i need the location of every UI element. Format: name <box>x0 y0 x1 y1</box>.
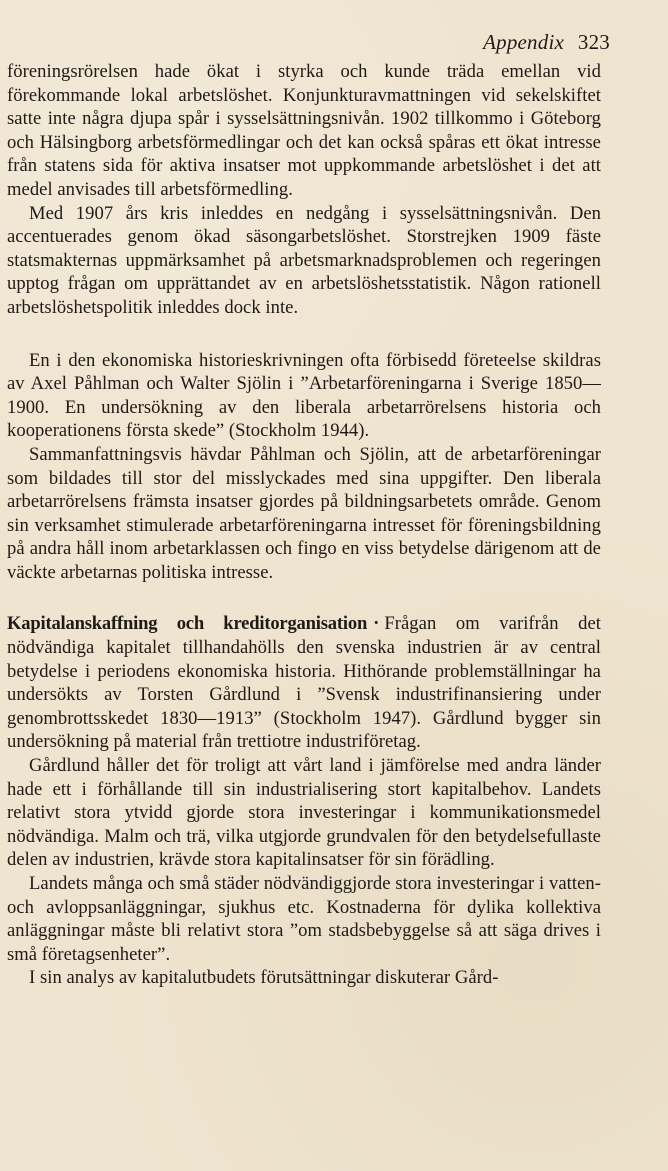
page-body <box>7 60 601 990</box>
paragraph-4: Sammanfattningsvis hävdar Påhlman och Sjölin, att de arbetarföreningar som bildades till stor del misslyckades med sina uppgifter. Den liberala arbetarrörelsens främsta insatser gjordes på bildningsarbetets område. Genom sin verksamhet stimulerade arbetarföreningarna intresset för föreningsbildning på andra håll inom arbetarklassen och fingo en viss betydelse därigenom att de väckte arbetarnas politiska intresse. <box>7 443 601 583</box>
page-header <box>0 24 668 54</box>
paragraph-1: föreningsrörelsen hade ökat i styrka och kunde träda emellan vid förekommande lokal arbetslöshet. Konjunkturavmattningen vid sekelskiftet satte inte några djupa spår i sysselsättningsnivån. 1902 tillkommo i Göteborg och Hälsingborg arbetsförmedlingar och det kan också spåras ett ökat intresse från statens sida för aktiva insatser mot uppkommande arbetslöshet i det att medel anvisades till arbetsförmedling. <box>7 61 601 200</box>
section-paragraph <box>7 612 601 754</box>
section-heading: Kapitalanskaffning och kreditorganisation <box>7 613 368 635</box>
section-bullet: · <box>373 613 380 635</box>
page-number: 323 <box>577 30 610 54</box>
section-paragraph-text: Frågan om varifrån det nödvändiga kapitalet tillhandahölls den svenska industrien är av central betydelse i periodens ekonomiska historia. Hithörande problemställningar ha undersökts av Torsten Gårdlund i ”Svensk industrifinansiering under genombrottsskedet 1830—1913” (Stockholm 1947). Gårdlund bygger sin undersökning på material från trettiotre industriföretag. <box>7 613 601 753</box>
running-head: Appendix <box>483 30 564 54</box>
paragraph-7: Landets många och små städer nödvändiggjorde stora investeringar i vatten- och avloppsanläggningar, sjukhus etc. Kostnaderna för dylika kollektiva anläggningar måste bli relativt stora ”om stadsbebyggelse så att säga drives i små företagsenheter”. <box>7 873 601 965</box>
paragraph-6: Gårdlund håller det för troligt att vårt land i jämförelse med andra länder hade ett i förhållande till sin industrialisering stort kapitalbehov. Landets relativt stora ytvidd gjorde stora investeringar i kommunikationsmedel nödvändiga. Malm och trä, vilka utgjorde grundvalen för den betydelsefullaste delen av industrien, krävde stora kapitalinsatser för sin förädling. <box>7 755 601 871</box>
paragraph-2: Med 1907 års kris inleddes en nedgång i sysselsättningsnivån. Den accentuerades genom ökad säsongarbetslöshet. Storstrejken 1909 fäste statsmakternas uppmärksamhet på arbetsmarknadsproblemen och regeringen upptog frågan om upprättandet av en arbetslöshetsstatistik. Någon rationell arbetslöshetspolitik inleddes dock inte. <box>7 202 601 318</box>
paragraph-3: En i den ekonomiska historieskrivningen ofta förbisedd företeelse skildras av Axel Påhlman och Walter Sjölin i ”Arbetarföreningarna i Sverige 1850—1900. En undersökning av den liberala arbetarrörelsens historia och kooperationens första skede” (Stockholm 1944). <box>7 349 601 442</box>
paragraph-8: I sin analys av kapitalutbudets förutsättningar diskuterar Gård- <box>29 967 499 989</box>
